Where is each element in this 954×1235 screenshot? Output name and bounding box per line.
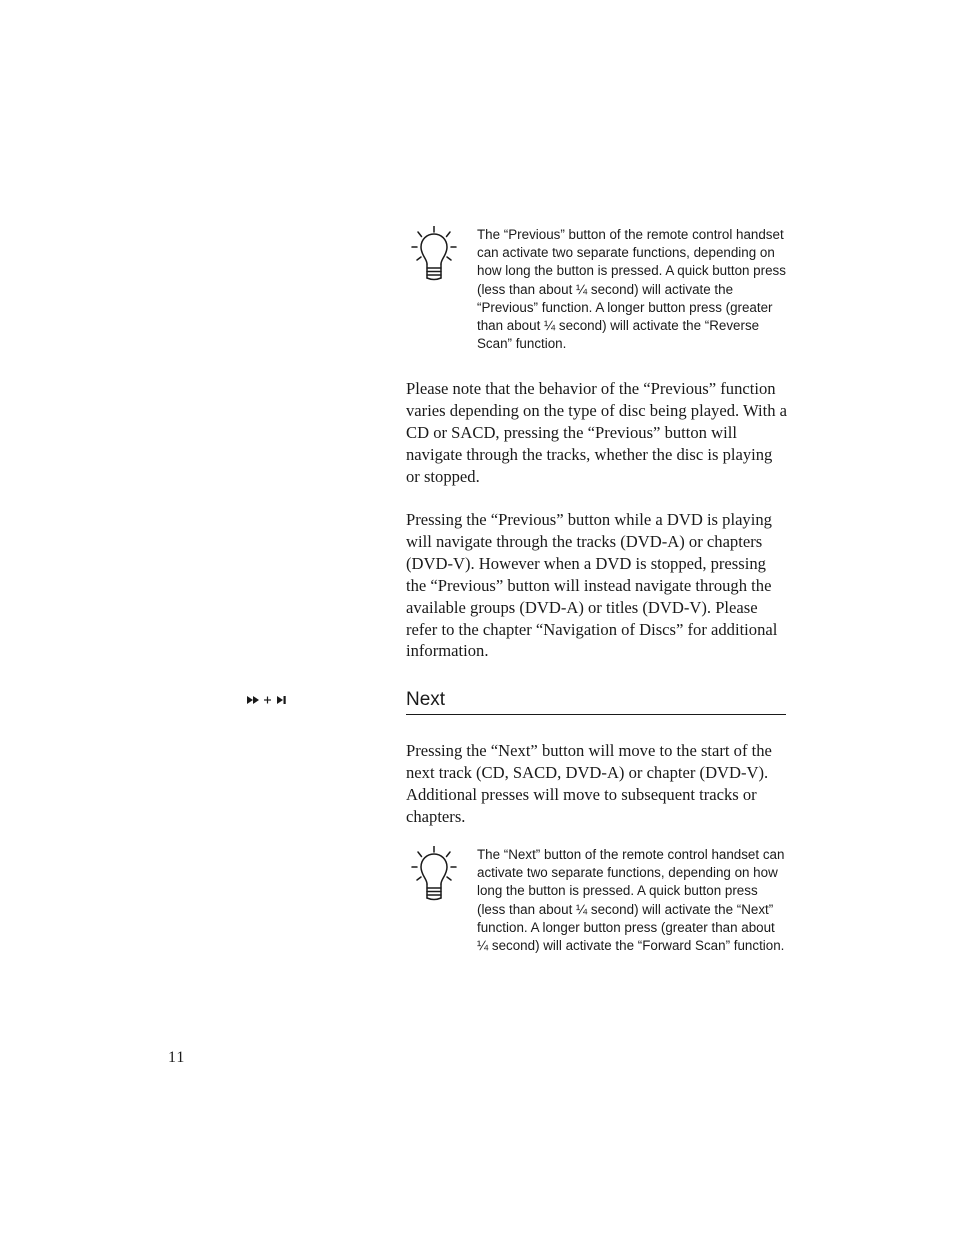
previous-paragraph-dvd: Pressing the “Previous” button while a DVD is playing will navigate through the tracks (DVD-A) or chapters (DVD-V). However when a DVD is stopped, pressing the “Previous” button will instead navigate through the available groups (DVD-A) or titles (DVD-V). Please refer to the chapter “Navigation of Discs” for additional information. xyxy=(406,510,778,661)
next-section-heading xyxy=(406,688,786,715)
tip-next-text: The “Next” button of the remote control handset can activate two separate functions, depending on how long the button is pressed. A quick button press (less than about ¼ second) will activate the “Next” function. A longer button press (greater than about ¼ second) will activate the “Forward Scan” function. xyxy=(477,847,785,954)
tip-previous-text: The “Previous” button of the remote control handset can activate two separate functions, depending on how long the button is pressed. A quick button press (less than about ¼ second) will activate the “Previous” function. A longer button press (greater than about ¼ second) will activate the “Reverse Scan” function. xyxy=(477,227,786,352)
lightbulb-icon xyxy=(407,226,459,284)
previous-paragraph-cd: Please note that the behavior of the “Previous” function varies depending on the type of disc being played. With a CD or SACD, pressing the “Previous” button will navigate through the tracks, whether the disc is playing or stopped. xyxy=(406,379,788,486)
next-heading-text: Next xyxy=(406,689,446,710)
next-button-symbol-icon xyxy=(246,694,292,706)
next-paragraph: Pressing the “Next” button will move to the start of the next track (CD, SACD, DVD-A) or chapter (DVD-V). Additional presses will move to subsequent tracks or chapters. xyxy=(406,741,772,826)
lightbulb-icon xyxy=(407,846,459,904)
page-number: 11 xyxy=(168,1049,186,1066)
